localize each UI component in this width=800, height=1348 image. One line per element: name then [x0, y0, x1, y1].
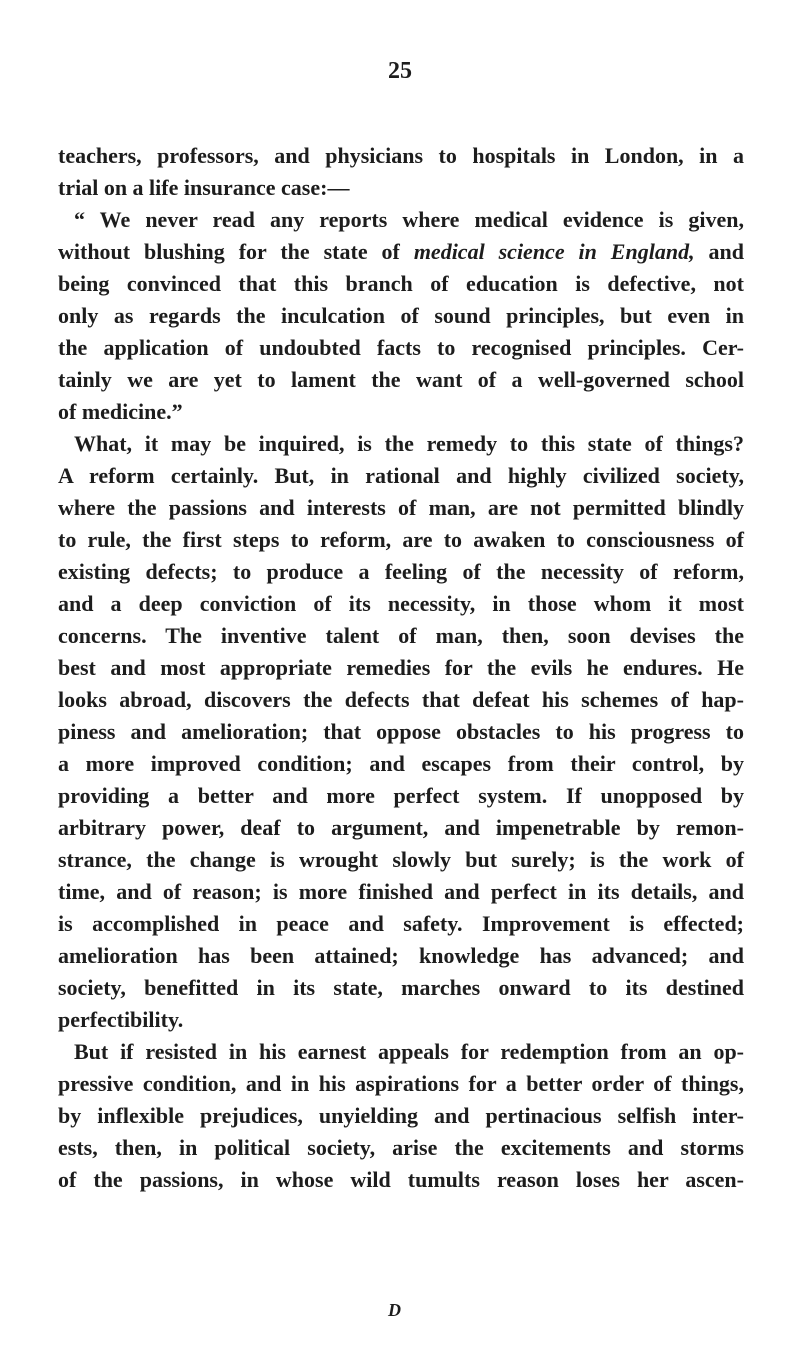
text-line: perfectibility. [58, 1007, 184, 1032]
text-line: to rule, the first steps to reform, are to awaken to consciousness of [58, 527, 744, 552]
text-line: existing defects; to produce a feeling of the necessity of reform, [58, 559, 744, 584]
text-line: only as regards the inculcation of sound principles, but even in [58, 303, 744, 328]
text-line: piness and amelioration; that oppose obstacles to his progress to [58, 719, 744, 744]
text-line: arbitrary power, deaf to argument, and impenetrable by remon- [58, 815, 744, 840]
italic-phrase: medical science in England, [413, 239, 695, 264]
text-line: amelioration has been attained; knowledge has advanced; and [58, 943, 744, 968]
text-line: looks abroad, discovers the defects that defeat his schemes of hap- [58, 687, 744, 712]
text-line: providing a better and more perfect system. If unopposed by [58, 783, 744, 808]
text-line: teachers, professors, and physicians to hospitals in London, in a [58, 143, 744, 168]
text-line: What, it may be inquired, is the remedy to this state of things? [74, 431, 744, 456]
text-line: of the passions, in whose wild tumults reason loses her ascen- [58, 1167, 744, 1192]
text-line: tainly we are yet to lament the want of a well-governed school [58, 367, 744, 392]
signature-mark: D [388, 1300, 401, 1320]
text-line: a more improved condition; and escapes from their control, by [58, 751, 744, 776]
text-line: “ We never read any reports where medical evidence is given, [74, 207, 744, 232]
text-run: and [694, 239, 744, 264]
text-line: where the passions and interests of man, are not permitted blindly [58, 495, 744, 520]
text-line: of medicine.” [58, 399, 183, 424]
text-line: by inflexible prejudices, unyielding and pertinacious selfish inter- [58, 1103, 744, 1128]
text-line: A reform certainly. But, in rational and highly civilized society, [58, 463, 744, 488]
text-line: the application of undoubted facts to recognised principles. Cer- [58, 335, 744, 360]
text-line: best and most appropriate remedies for the evils he endures. He [58, 655, 744, 680]
text-line: society, benefitted in its state, marches onward to its destined [58, 975, 744, 1000]
text-line: pressive condition, and in his aspirations for a better order of things, [58, 1071, 744, 1096]
text-line: being convinced that this branch of education is defective, not [58, 271, 744, 296]
text-line: ests, then, in political society, arise the excitements and storms [58, 1135, 744, 1160]
text-line: strance, the change is wrought slowly but surely; is the work of [58, 847, 744, 872]
text-line: trial on a life insurance case:— [58, 175, 350, 200]
text-run: without blushing for the state of [58, 239, 414, 264]
page-body-text [58, 140, 744, 1196]
text-line: and a deep conviction of its necessity, in those whom it most [58, 591, 744, 616]
page-number: 25 [388, 58, 412, 84]
text-line-with-emphasis [58, 236, 744, 268]
text-line: But if resisted in his earnest appeals for redemption from an op- [74, 1039, 744, 1064]
text-line: is accomplished in peace and safety. Improvement is effected; [58, 911, 744, 936]
text-line: concerns. The inventive talent of man, then, soon devises the [58, 623, 744, 648]
text-line: time, and of reason; is more finished and perfect in its details, and [58, 879, 744, 904]
